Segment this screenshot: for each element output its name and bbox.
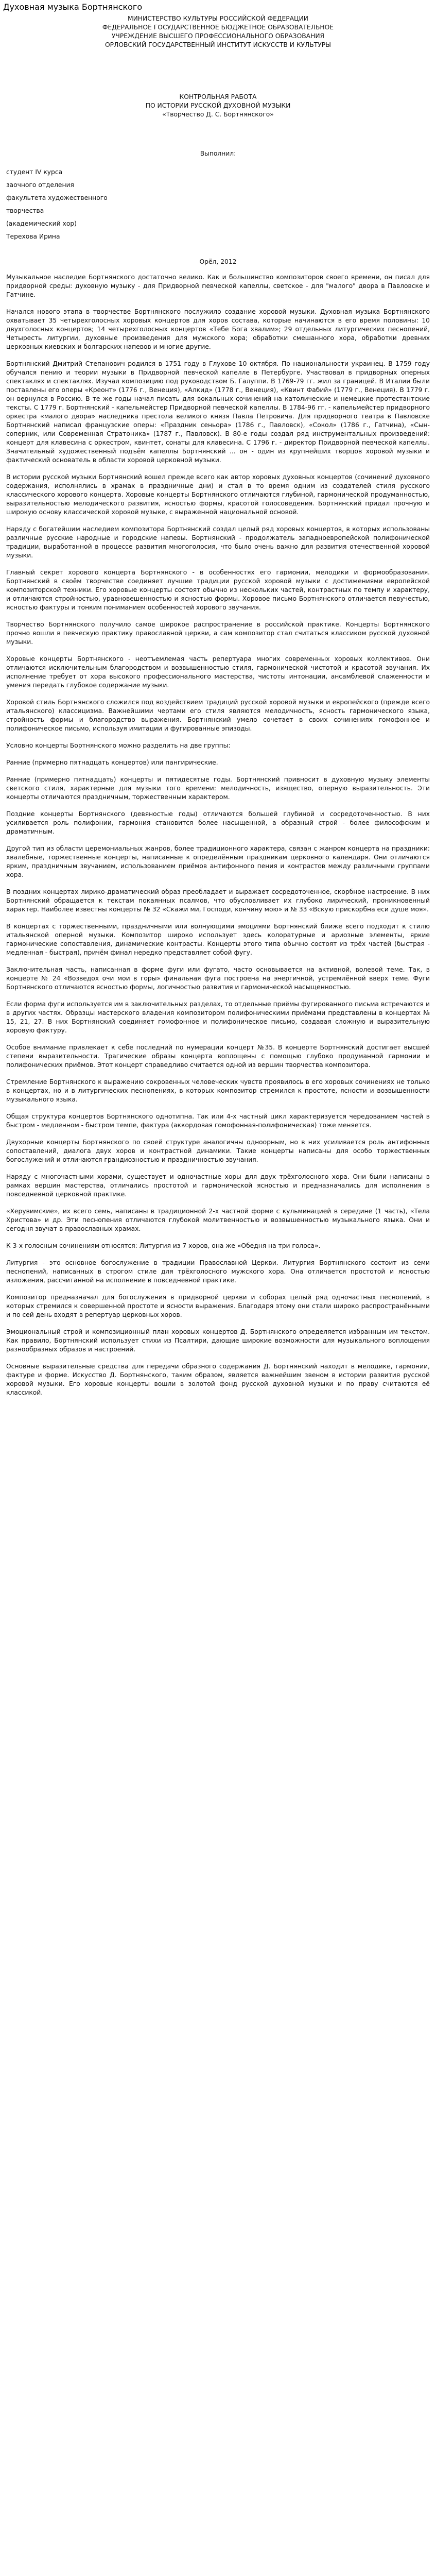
student-line: (академический хор) (6, 220, 77, 227)
paragraph: Бортнянский Дмитрий Степанович родился в 1751 году в Глухове 10 октября. По национальности украинец. В 1759 году обучался пению и теории музыки в Придворной певческой капелле в Петербурге. Участвовал в придворных оперных спектаклях и спектаклях. Изучал композицию под руководством Б. Галуппи. В 1769-79 гг. жил за границей. В Италии были поставлены его оперы «Креонт» (1776 г., Венеция), «Алкид» (1778 г., Венеция), «Квинт Фабий» (1779 г., Венеция). В 1779 г. он вернулся в Россию. В те же годы начал писать для вокальных сочинений на католические и немецкие протестантские тексты. С 1779 г. Бортнянский - капельмейстер Придворной певческой капеллы. В 1784-96 гг. - капельмейстер придворного оркестра «малого двора» наследника престола великого князя Павла Петровича. Для придворного театра в Павловске Бортнянский написал французские оперы: «Праздник сеньора» (1786 г., Павловск), «Сокол» (1786 г., Гатчина), «Сын-соперник, или Современная Стратоника» (1787 г., Павловск). В 80-е годы создал ряд инструментальных произведений: концерт для клавесина с оркестром, квинтет, сонаты для клавесина. С 1796 г. - директор Придворной певческой капеллы. Значительный художественный подъём капеллы Бортнянский ... он - один из крупнейших творцов хоровой музыки и фактический основатель в области хоровой церковной музыки. (6, 360, 430, 464)
student-line: творчества (6, 207, 44, 214)
paragraph: Эмоциональный строй и композиционный план хоровых концертов Д. Бортнянского определяется избранным им текстом. Как правило, Бортнянский использует стихи из Псалтири, дающие широкие возможности для музыкального воплощения разнообразных образов и настроений. (6, 1328, 430, 1353)
city-year: Орёл, 2012 (199, 258, 237, 265)
paragraph: Начался нового этапа в творчестве Бортнянского послужило создание хоровой музыки. Духовная музыка Бортнянского охватывает 35 четырехголосных хоровых концертов для хоров состава, которые начинаются в его время половины: 10 двухголосных концертов; 14 четырехголосных концертов «Тебе Бога хвалим»; 29 отдельных литургических песнопений, Четыресть литургии, духовные произведения для мужского хора; обработки смешанного хора, обработки древних церковных киевских и болгарских напевов и многие другие. (6, 308, 430, 350)
student-info (6, 166, 430, 243)
paragraph: В поздних концертах лирико-драматический образ преобладает и выражает сосредоточенное, скорбное настроение. В них Бортнянский обращается к текстам покаянных псалмов, что обусловливает их глубоко лирический, проникновенный характер. Наиболее известны концерты № 32 «Скажи ми, Господи, кончину мою» и № 33 «Вскую прискорбна еси душе моя». (6, 888, 430, 913)
paragraph: Условно концерты Бортнянского можно разделить на две группы: (6, 742, 231, 749)
paragraph: «Херувимские», их всего семь, написаны в традиционной 2-х частной форме с кульминацией в середине (1 часть), «Тела Христова» и др. Эти песнопения отличаются глубокой молитвенностью и возвышенностью музыкального языка. Они и сегодня звучат в православных храмах. (6, 1208, 430, 1232)
header-line: ФЕДЕРАЛЬНОЕ ГОСУДАРСТВЕННОЕ БЮДЖЕТНОЕ ОБРАЗОВАТЕЛЬНОЕ (102, 24, 334, 31)
header-line: УЧРЕЖДЕНИЕ ВЫСШЕГО ПРОФЕССИОНАЛЬНОГО ОБРАЗОВАНИЯ (111, 32, 325, 40)
paragraph: Основные выразительные средства для передачи образного содержания Д. Бортнянский находит в мелодике, гармонии, фактуре и форме. Искусство Д. Бортнянского, таким образом, является важнейшим звеном в истории развития русской хоровой музыки. Его хоровые концерты вошли в золотой фонд русской духовной музыки и по праву считаются её классикой. (6, 1363, 430, 1396)
paragraph: Двухорные концерты Бортнянского по своей структуре аналогичны одноорным, но в них усиливается роль антифонных сопоставлений, диалога двух хоров и контрастной динамики. Такие концерты написаны для особо торжественных богослужений и отличаются грандиозностью и праздничностью звучания. (6, 1139, 430, 1163)
paragraph: В концертах с торжественными, праздничными или волнующими эмоциями Бортнянский ближе всего подходит к стилю итальянской оперной музыки. Композитор широко использует здесь колоратурные и ариозные элементы, яркие гармонические сопоставления, динамические контрасты. Концерты этого типа обычно состоят из трёх частей (быстрая - медленная - быстрая), причём финал нередко представляет собой фугу. (6, 923, 430, 956)
institution-header (6, 14, 430, 49)
header-line: ОРЛОВСКИЙ ГОСУДАРСТВЕННЫЙ ИНСТИТУТ ИСКУССТВ И КУЛЬТУРЫ (104, 41, 331, 48)
paragraph: Хоровые концерты Бортнянского - неотъемлемая часть репертуара многих современных хоровых коллективов. Они отличаются исключительным благородством и возвышенностью стиля, гармонической чистотой и красотой звучания. Их исполнение требует от хора высокого профессионального мастерства, чистоты интонации, ансамблевой слаженности и умения передать глубокое содержание музыки. (6, 655, 430, 689)
paragraph: Наряду с богатейшим наследием композитора Бортнянский создал целый ряд хоровых концертов, в которых использованы различные русские народные и городские напевы. Бортнянский - продолжатель западноевропейской полифонической традиции, выработанной в процессе развития многоголосия, что было очень важно для развития отечественной хоровой музыки. (6, 526, 430, 559)
student-line: заочного отделения (6, 181, 74, 189)
student-line: студент IV курса (6, 168, 63, 176)
paragraph: Музыкальное наследие Бортнянского достаточно велико. Как и большинство композиторов своего времени, он писал для придворной среды: духовную музыку - для Придворной певческой капеллы, светское - для "малого" двора в Павловске и Гатчине. (6, 274, 430, 298)
paragraph: Заключительная часть, написанная в форме фуги или фугато, часто основывается на активной, волевой теме. Так, в концерте № 24 «Возведох очи мои в горы» финальная фуга построена на энергичной, устремлённой вверх теме. Фуги Бортнянского отличаются ясностью формы, логичностью развития и гармонической насыщенностью. (6, 966, 430, 991)
work-type-line: «Творчество Д. С. Бортнянского» (162, 111, 274, 118)
page-title: Духовная музыка Бортнянского (3, 2, 143, 12)
paragraph: Если форма фуги используется им в заключительных разделах, то отдельные приёмы фугированного письма встречаются и в других частях. Образцы мастерского владения композитором полифоническими приёмами представлены в концертах № 15, 21, 27. В них Бортнянский соединяет гомофонное и полифоническое письмо, создавая сложную и выразительную хоровую фактуру. (6, 1001, 430, 1034)
paragraph: Композитор предназначал для богослужения в придворной церкви и соборах целый ряд одночастных песнопений, в которых стремился к совершенной простоте и ясности выражения. Благодаря этому они стали широко распространёнными и по сей день входят в репертуар церковных хоров. (6, 1294, 430, 1318)
student-line: Терехова Ирина (6, 233, 60, 240)
work-type-line: ПО ИСТОРИИ РУССКОЙ ДУХОВНОЙ МУЗЫКИ (145, 102, 291, 109)
paragraph: В истории русской музыки Бортнянский вошел прежде всего как автор хоровых духовных концертов (сочинений духовного содержания, исполнялись в храмах в праздничные дни) и стал в то время одним из создателей стиля русского классического хорового концерта. Хоровые концерты Бортнянского отличаются глубиной, гармонической продуманностью, выразительностью мелодического развития, ясностью формы, красотой голосоведения. Бортнянский придал прочную и широкую основу классической хоровой музыке, с выраженной национальной основой. (6, 473, 430, 516)
paragraph: Наряду с многочастными хорами, существует и одночастные хоры для двух трёхголосного хора. Они были написаны в рамках вершин мастерства, отличались простотой и гармонической ясностью и предназначались для исполнения в повседневной церковной практике. (6, 1173, 430, 1198)
paragraph: Другой тип из области церемониальных жанров, более традиционного характера, связан с жанром концерта на праздники: хвалебные, торжественные концерты, написанные к определённым праздникам церковного календаря. Они отличаются ярким, праздничным звучанием, использованием приёмов антифонного пения и контрастов между различными группами хора. (6, 845, 430, 878)
paragraph: Поздние концерты Бортнянского (девяностые годы) отличаются большей глубиной и сосредоточенностью. В них усиливается роль полифонии, гармония становится более насыщенной, а образный строй - более философским и драматичным. (6, 810, 430, 835)
paragraph: К 3-х голосным сочинениям относятся: Литургия из 7 хоров, она же «Обедня на три голоса». (6, 1242, 321, 1249)
paragraph: Особое внимание привлекает к себе последний по нумерации концерт №35. В концерте Бортнянский достигает высшей степени выразительности. Трагические образы концерта воплощены с помощью глубоко продуманной гармонии и полифонических приёмов. Этот концерт справедливо считается одной из вершин творчества композитора. (6, 1044, 430, 1069)
paragraph: Ранние (примерно пятнадцать концертов) или пангирические. (6, 759, 218, 766)
paragraph: Стремление Бортнянского к выражению сокровенных человеческих чувств проявилось в его хоровых сочинениях не только в концертах, но и в литургических песнопениях, в которых композитор стремился к простоте, ясности и возвышенности музыкального языка. (6, 1078, 430, 1103)
performed-label: Выполнил: (200, 150, 236, 157)
body-text (6, 273, 430, 1405)
paragraph: Главный секрет хорового концерта Бортнянского - в особенностях его гармонии, мелодики и формообразования. Бортнянский в своём творчестве соединяет лучшие традиции русской хоровой музыки с достижениями европейской композиторской техники. Его хоровые концерты состоят обычно из нескольких частей, контрастных по темпу и характеру, и отличаются стройностью, уравновешенностью и ясностью формы. Хоровое письмо Бортнянского отличается певучестью, ясностью фактуры и тонким пониманием особенностей хорового звучания. (6, 569, 430, 611)
work-type (6, 93, 430, 119)
paragraph: Хоровой стиль Бортнянского сложился под воздействием традиций русской хоровой музыки и европейского (прежде всего итальянского) классицизма. Важнейшими чертами его стиля являются мелодичность, ясность гармонического языка, стройность формы и благородство выражения. Бортнянский умело сочетает в своих сочинениях гомофонное и полифоническое письмо, используя имитации и фугированные эпизоды. (6, 699, 430, 732)
student-line: факультета художественного (6, 194, 108, 201)
paragraph: Литургия - это основное богослужение в традиции Православной Церкви. Литургия Бортнянского состоит из семи песнопений, написанных в строгом стиле для трёхголосного мужского хора. Она отличается простотой и ясностью изложения, рассчитанной на исполнение в повседневной практике. (6, 1259, 430, 1284)
work-type-line: КОНТРОЛЬНАЯ РАБОТА (179, 93, 257, 100)
paragraph: Ранние (примерно пятнадцать) концерты и пятидесятые годы. Бортнянский привносит в духовную музыку элементы светского стиля, характерные для музыки того времени: мелодичность, изящество, оперную выразительность. Эти концерты отличаются праздничным, торжественным характером. (6, 776, 430, 801)
header-line: МИНИСТЕРСТВО КУЛЬТУРЫ РОССИЙСКОЙ ФЕДЕРАЦИИ (127, 15, 308, 22)
paragraph: Творчество Бортнянского получило самое широкое распространение в российской практике. Концерты Бортнянского прочно вошли в певческую практику православной церкви, а сам композитор стал считаться классиком русской духовной музыки. (6, 621, 430, 646)
paragraph: Общая структура концертов Бортнянского однотипна. Так или 4-х частный цикл характеризуется чередованием частей в быстром - медленном - быстром темпе, фактура (аккордовая гомофонная-полифоническая) тоже меняется. (6, 1113, 430, 1129)
